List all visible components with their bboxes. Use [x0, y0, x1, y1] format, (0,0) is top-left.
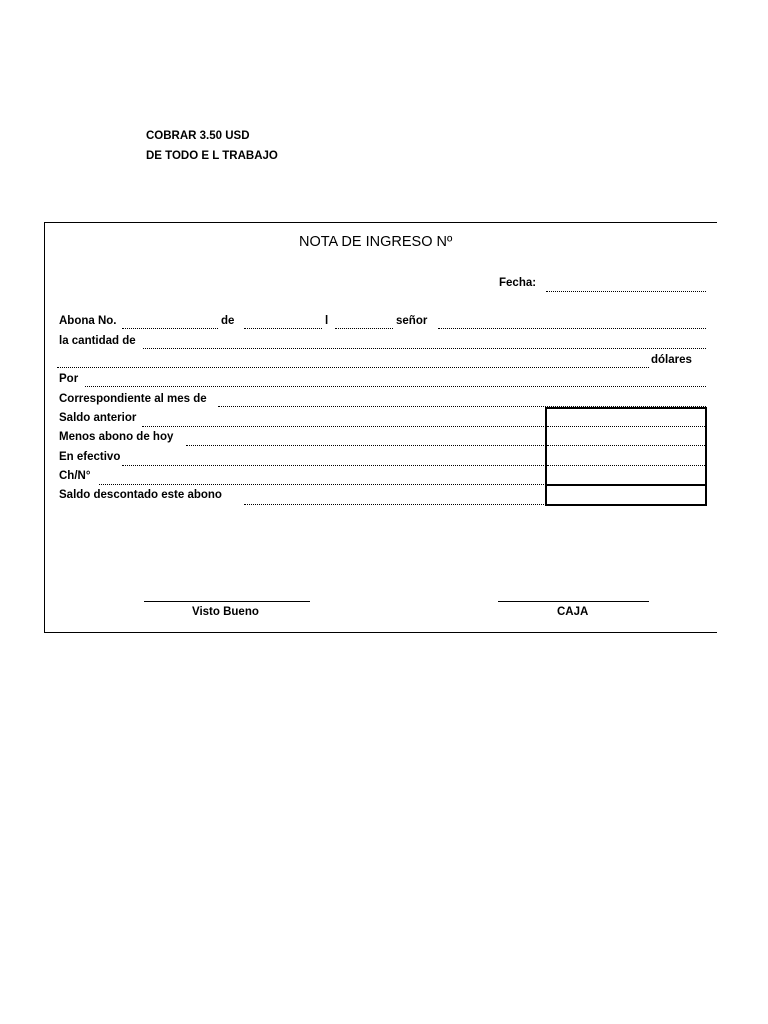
note-line-2: DE TODO E L TRABAJO — [146, 150, 278, 162]
correspondiente-label: Correspondiente al mes de — [59, 393, 207, 405]
fecha-field[interactable] — [546, 291, 706, 292]
note-line-1: COBRAR 3.50 USD — [146, 130, 250, 142]
visto-bueno-label: Visto Bueno — [192, 606, 259, 618]
l-label: l — [325, 315, 329, 327]
menos-abono-amount[interactable] — [547, 445, 705, 446]
amounts-box — [545, 407, 707, 486]
efectivo-leader — [122, 465, 546, 466]
saldo-anterior-label: Saldo anterior — [59, 412, 137, 424]
caja-signature-line[interactable] — [498, 601, 649, 602]
por-field[interactable] — [85, 386, 706, 387]
saldo-descontado-label: Saldo descontado este abono — [59, 489, 222, 501]
cantidad-label: la cantidad de — [59, 335, 136, 347]
dolares-label: dólares — [651, 354, 692, 366]
menos-abono-leader — [186, 445, 546, 446]
saldo-descontado-amount[interactable] — [545, 484, 707, 506]
fecha-label: Fecha: — [499, 277, 537, 289]
receipt-title: NOTA DE INGRESO Nº — [299, 234, 453, 250]
senor-label: señor — [396, 315, 428, 327]
cheque-leader — [99, 484, 546, 485]
efectivo-amount[interactable] — [547, 465, 705, 466]
caja-label: CAJA — [557, 606, 589, 618]
cheque-label: Ch/N° — [59, 470, 91, 482]
l-field[interactable] — [335, 328, 393, 329]
abona-number-field[interactable] — [122, 328, 218, 329]
de-label: de — [221, 315, 235, 327]
menos-abono-label: Menos abono de hoy — [59, 431, 174, 443]
cantidad-field-line-2[interactable] — [57, 367, 649, 368]
de-field[interactable] — [244, 328, 322, 329]
por-label: Por — [59, 373, 79, 385]
saldo-anterior-leader — [142, 426, 546, 427]
saldo-anterior-amount[interactable] — [547, 426, 705, 427]
visto-bueno-signature-line[interactable] — [144, 601, 310, 602]
efectivo-label: En efectivo — [59, 451, 121, 463]
senor-field[interactable] — [438, 328, 706, 329]
saldo-descontado-leader — [244, 504, 546, 505]
cantidad-field[interactable] — [143, 348, 706, 349]
abona-label: Abona No. — [59, 315, 117, 327]
